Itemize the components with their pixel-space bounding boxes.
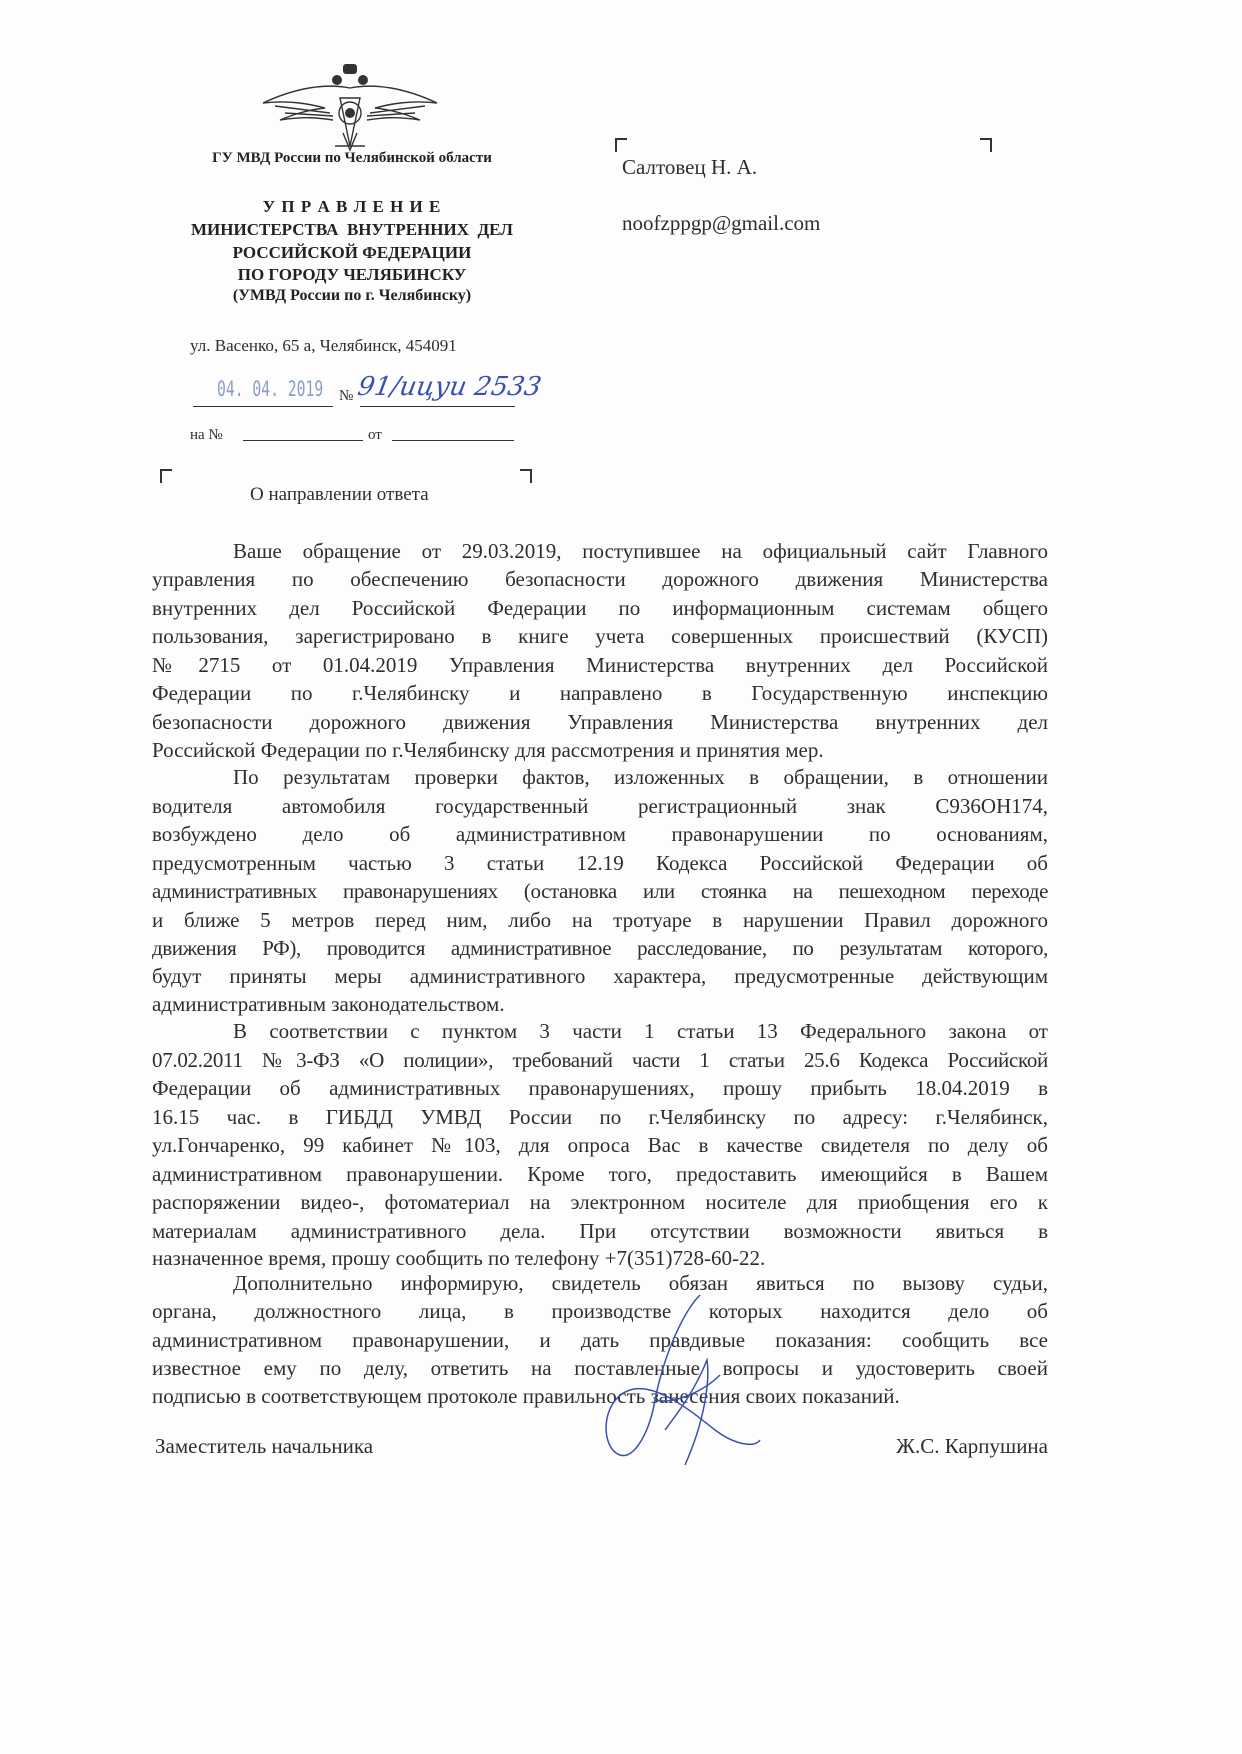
body-line: возбуждено дело об административном правонарушении по основаниям, (152, 822, 1048, 846)
body-line: предусмотренным частью 3 статьи 12.19 Кодекса Российской Федерации об (152, 851, 1048, 875)
body-line: Федерации об административных правонарушениях, прошу прибыть 18.04.2019 в (152, 1076, 1048, 1100)
body-line: материалам административного дела. При отсутствии возможности явиться в (152, 1219, 1048, 1243)
body-line: подписью в соответствующем протоколе правильность занесения своих показаний. (152, 1384, 900, 1408)
corner-mark (980, 138, 992, 152)
body-line: Ваше обращение от 29.03.2019, поступившее на официальный сайт Главного (233, 539, 1048, 563)
body-line: назначенное время, прошу сообщить по телефону +7(351)728-60-22. (152, 1246, 766, 1270)
mvd-eagle-emblem-icon (255, 58, 445, 153)
corner-mark (160, 469, 172, 483)
handwritten-signature-icon (595, 1290, 765, 1480)
org-line: У П Р А В Л Е Н И Е (262, 197, 442, 216)
body-line: органа, должностного лица, в производстве которых находится дело об (152, 1299, 1048, 1323)
body-line: распоряжении видео-, фотоматериал на электронном носителе для приобщения его к (152, 1190, 1048, 1214)
body-line: Дополнительно информирую, свидетель обязан явиться по вызову судьи, (233, 1271, 1048, 1295)
body-line: 07.02.2011 №3-ФЗ «О полиции», требований части 1 статьи 25.6 Кодекса Российской (152, 1048, 1048, 1072)
body-line: Федерации по г.Челябинску и направлено в Государственную инспекцию (152, 681, 1048, 705)
body-line: Российской Федерации по г.Челябинску для рассмотрения и принятия мер. (152, 738, 824, 762)
recipient-email: noofzppgp@gmail.com (622, 211, 821, 235)
date-stamp: 04. 04. 2019 (217, 377, 324, 401)
body-line: управления по обеспечению безопасности дорожного движения Министерства (152, 567, 1048, 591)
corner-mark (520, 469, 532, 483)
body-line: 16.15 час. в ГИБДД УМВД России по г.Челябинску по адресу: г.Челябинск, (152, 1105, 1048, 1129)
letter-subject: О направлении ответа (250, 484, 429, 505)
recipient-name: Салтовец Н. А. (622, 155, 758, 179)
body-line: административным законодательством. (152, 992, 505, 1016)
body-line: водителя автомобиля государственный регистрационный знак С936ОН174, (152, 794, 1048, 818)
body-line: будут приняты меры административного характера, предусмотренные действующим (152, 964, 1048, 988)
body-line: безопасности дорожного движения Управления Министерства внутренних дел (152, 710, 1048, 734)
body-line: и ближе 5 метров перед ним, либо на тротуаре в нарушении Правил дорожного (152, 908, 1048, 932)
number-label: № (339, 388, 354, 404)
org-address: ул. Васенко, 65 а, Челябинск, 454091 (190, 336, 457, 355)
body-line: ул.Гончаренко, 99 кабинет №103, для опроса Вас в качестве свидетеля по делу об (152, 1133, 1048, 1157)
parent-org: ГУ МВД России по Челябинской области (212, 150, 492, 166)
body-line: В соответствии с пунктом 3 части 1 статьи 13 Федерального закона от (233, 1019, 1048, 1043)
org-line: РОССИЙСКОЙ ФЕДЕРАЦИИ (232, 243, 472, 262)
org-line: (УМВД России по г. Челябинску) (232, 287, 472, 304)
signer-name: Ж.С. Карпушина (896, 1434, 1048, 1458)
body-line: №2715 от 01.04.2019 Управления Министерства внутренних дел Российской (152, 653, 1048, 677)
handwritten-number: 91/ицуи 2533 (355, 372, 544, 402)
body-line: внутренних дел Российской Федерации по информационным системам общего (152, 596, 1048, 620)
body-line: известное ему по делу, ответить на поставленные вопросы и удостоверить своей (152, 1356, 1048, 1380)
ref-from-label: от (368, 427, 382, 443)
body-line: движения РФ), проводится административное расследование, по результатам которого, (152, 936, 1048, 960)
body-line: административном правонарушении, и дать правдивые показания: сообщить все (152, 1328, 1048, 1352)
body-line: административном правонарушении. Кроме того, предоставить имеющийся в Вашем (152, 1162, 1048, 1186)
signer-position: Заместитель начальника (155, 1434, 374, 1458)
body-line: По результатам проверки фактов, изложенных в обращении, в отношении (233, 765, 1048, 789)
body-line: административных правонарушениях (остановка или стоянка на пешеходном переходе (152, 879, 1048, 903)
corner-mark (615, 138, 627, 152)
org-line: ПО ГОРОДУ ЧЕЛЯБИНСКУ (237, 265, 467, 284)
ref-number-label: на № (190, 427, 223, 443)
org-line: МИНИСТЕРСТВА ВНУТРЕННИХ ДЕЛ (191, 220, 513, 239)
body-line: пользования, зарегистрировано в книге учета совершенных происшествий (КУСП) (152, 624, 1048, 648)
